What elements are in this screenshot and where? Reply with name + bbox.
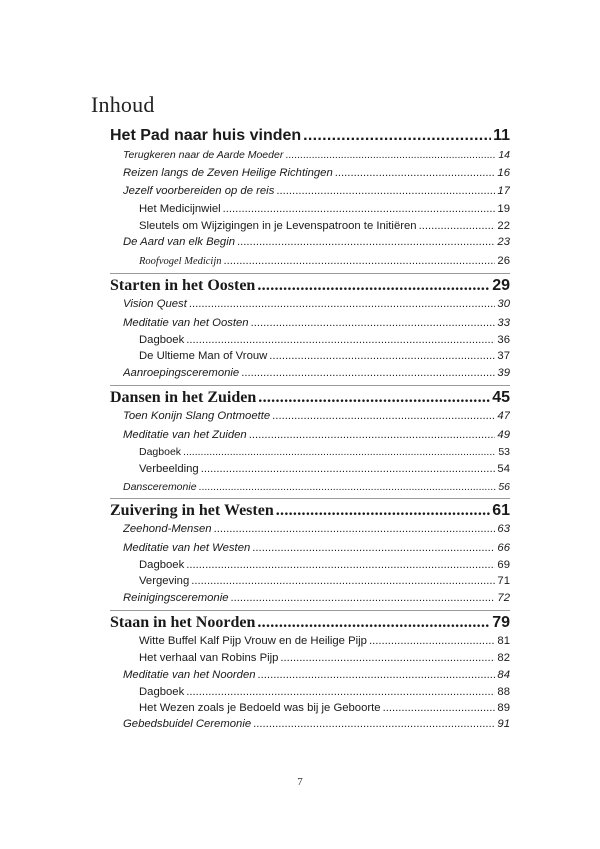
dot-leader — [253, 718, 495, 730]
dot-leader — [252, 542, 495, 554]
page-number: 29 — [492, 277, 510, 294]
toc-entry[interactable] — [123, 592, 510, 604]
dot-leader — [183, 446, 496, 458]
dot-leader — [269, 350, 495, 362]
entry-page: 36 — [497, 334, 510, 346]
dot-leader — [285, 149, 496, 161]
page-number: 79 — [492, 614, 510, 631]
entry-title: Het Wezen zoals je Bedoeld was bij je Geboorte — [139, 702, 381, 714]
toc-chapter[interactable] — [110, 614, 510, 632]
page-title: Inhoud — [91, 92, 155, 117]
entry-title: Terugkeren naar de Aarde Moeder — [123, 149, 284, 161]
toc-entry[interactable] — [139, 559, 510, 571]
dot-leader — [258, 389, 490, 407]
entry-page: 53 — [498, 446, 510, 458]
entry-title: Toen Konijn Slang Ontmoette — [123, 410, 271, 422]
toc-entry[interactable] — [139, 575, 510, 587]
entry-title: Sleutels om Wijzigingen in je Levenspatroon te Initiëren — [139, 220, 417, 232]
dot-leader — [303, 127, 491, 145]
toc-entry[interactable] — [139, 652, 510, 664]
entry-page: 49 — [497, 429, 510, 441]
toc-entry[interactable] — [139, 686, 510, 698]
toc-entry[interactable] — [139, 350, 510, 362]
entry-page: 72 — [497, 592, 510, 604]
entry-title: Dagboek — [139, 334, 185, 346]
entry-title: Aanroepingsceremonie — [123, 367, 240, 379]
chapter-title: Het Pad naar huis vinden — [110, 127, 302, 144]
entry-page: 63 — [497, 523, 510, 535]
dot-leader — [199, 481, 497, 493]
divider — [110, 385, 510, 386]
entry-page: 91 — [497, 718, 510, 730]
toc-chapter[interactable] — [110, 502, 510, 520]
toc-entry[interactable] — [139, 203, 510, 215]
toc-chapter[interactable] — [110, 277, 510, 295]
entry-page: 81 — [497, 635, 510, 647]
entry-title: Witte Buffel Kalf Pijp Vrouw en de Heilige Pijp — [139, 635, 367, 647]
divider — [110, 273, 510, 274]
toc-entry[interactable] — [123, 367, 510, 379]
dot-leader — [186, 686, 495, 698]
dot-leader — [251, 317, 496, 329]
entry-title: Het verhaal van Robins Pijp — [139, 652, 279, 664]
entry-title: Vergeving — [139, 575, 190, 587]
entry-page: 47 — [497, 410, 510, 422]
entry-title: Dagboek — [139, 686, 185, 698]
entry-page: 23 — [497, 236, 510, 248]
toc-chapter[interactable] — [110, 127, 510, 145]
entry-page: 33 — [497, 317, 510, 329]
dot-leader — [201, 463, 496, 475]
dot-leader — [257, 614, 490, 632]
toc-entry[interactable] — [139, 255, 510, 267]
dot-leader — [186, 559, 495, 571]
entry-title: Het Medicijnwiel — [139, 203, 221, 215]
entry-title: De Ultieme Man of Vrouw — [139, 350, 268, 362]
entry-page: 88 — [497, 686, 510, 698]
entry-title: Meditatie van het Noorden — [123, 669, 256, 681]
dot-leader — [191, 575, 495, 587]
entry-page: 19 — [497, 203, 510, 215]
dot-leader — [231, 592, 496, 604]
toc-entry[interactable] — [139, 334, 510, 346]
page-number-footer: 7 — [297, 776, 303, 788]
entry-page: 71 — [497, 575, 510, 587]
dot-leader — [335, 167, 496, 179]
dot-leader — [258, 669, 496, 681]
dot-leader — [383, 702, 496, 714]
entry-page: 82 — [497, 652, 510, 664]
toc-entry[interactable] — [139, 463, 510, 475]
toc-entry[interactable] — [123, 185, 510, 197]
page-number: 45 — [492, 389, 510, 406]
entry-page: 26 — [497, 255, 510, 267]
dot-leader — [276, 185, 495, 197]
toc-entry[interactable] — [123, 236, 510, 248]
entry-page: 22 — [497, 220, 510, 232]
toc-entry[interactable] — [139, 446, 510, 458]
entry-page: 84 — [497, 669, 510, 681]
entry-title: Meditatie van het Zuiden — [123, 429, 247, 441]
entry-title: Roofvogel Medicijn — [139, 256, 222, 267]
entry-page: 54 — [497, 463, 510, 475]
dot-leader — [237, 236, 495, 248]
entry-title: Jezelf voorbereiden op de reis — [123, 185, 275, 197]
entry-title: Gebedsbuidel Ceremonie — [123, 718, 252, 730]
chapter-title: Zuivering in het Westen — [110, 502, 274, 519]
toc-entry[interactable] — [123, 317, 510, 329]
page-number: 61 — [492, 502, 510, 519]
toc-entry[interactable] — [123, 542, 510, 554]
chapter-title: Dansen in het Zuiden — [110, 389, 257, 406]
toc-entry[interactable] — [123, 481, 510, 493]
toc-entry[interactable] — [123, 429, 510, 441]
toc-entry[interactable] — [123, 167, 510, 179]
toc-chapter[interactable] — [110, 389, 510, 407]
divider — [110, 610, 510, 611]
entry-title: De Aard van elk Begin — [123, 236, 235, 248]
entry-title: Reinigingsceremonie — [123, 592, 229, 604]
toc-entry[interactable] — [139, 635, 510, 647]
toc-entry[interactable] — [123, 669, 510, 681]
toc-entry[interactable] — [123, 523, 510, 535]
entry-title: Verbeelding — [139, 463, 199, 475]
dot-leader — [369, 635, 495, 647]
toc-entry[interactable] — [123, 149, 510, 161]
entry-page: 30 — [497, 298, 510, 310]
dot-leader — [280, 652, 495, 664]
entry-title: Dagboek — [139, 559, 185, 571]
toc-entry[interactable] — [123, 410, 510, 422]
entry-page: 39 — [497, 367, 510, 379]
dot-leader — [241, 367, 495, 379]
entry-title: Meditatie van het Westen — [123, 542, 251, 554]
dot-leader — [189, 298, 496, 310]
entry-title: Dansceremonie — [123, 481, 197, 493]
entry-title: Reizen langs de Zeven Heilige Richtingen — [123, 167, 333, 179]
dot-leader — [257, 277, 490, 295]
entry-title: Meditatie van het Oosten — [123, 317, 249, 329]
entry-page: 66 — [497, 542, 510, 554]
entry-title: Dagboek — [139, 446, 182, 458]
entry-page: 14 — [498, 149, 510, 161]
dot-leader — [272, 410, 495, 422]
toc-entry[interactable] — [123, 718, 510, 730]
entry-page: 37 — [497, 350, 510, 362]
toc-entry[interactable] — [139, 220, 510, 232]
dot-leader — [249, 429, 496, 441]
chapter-title: Starten in het Oosten — [110, 277, 256, 294]
page-number: 11 — [493, 127, 510, 144]
entry-page: 17 — [497, 185, 510, 197]
entry-page: 16 — [497, 167, 510, 179]
dot-leader — [224, 255, 496, 267]
entry-title: Zeehond-Mensen — [123, 523, 212, 535]
dot-leader — [186, 334, 495, 346]
entry-page: 56 — [498, 481, 510, 493]
chapter-title: Staan in het Noorden — [110, 614, 256, 631]
toc-entry[interactable] — [139, 702, 510, 714]
entry-page: 89 — [497, 702, 510, 714]
dot-leader — [419, 220, 496, 232]
divider — [110, 498, 510, 499]
toc-entry[interactable] — [123, 298, 510, 310]
dot-leader — [276, 502, 490, 520]
dot-leader — [223, 203, 496, 215]
entry-page: 69 — [497, 559, 510, 571]
dot-leader — [214, 523, 496, 535]
entry-title: Vision Quest — [123, 298, 187, 310]
